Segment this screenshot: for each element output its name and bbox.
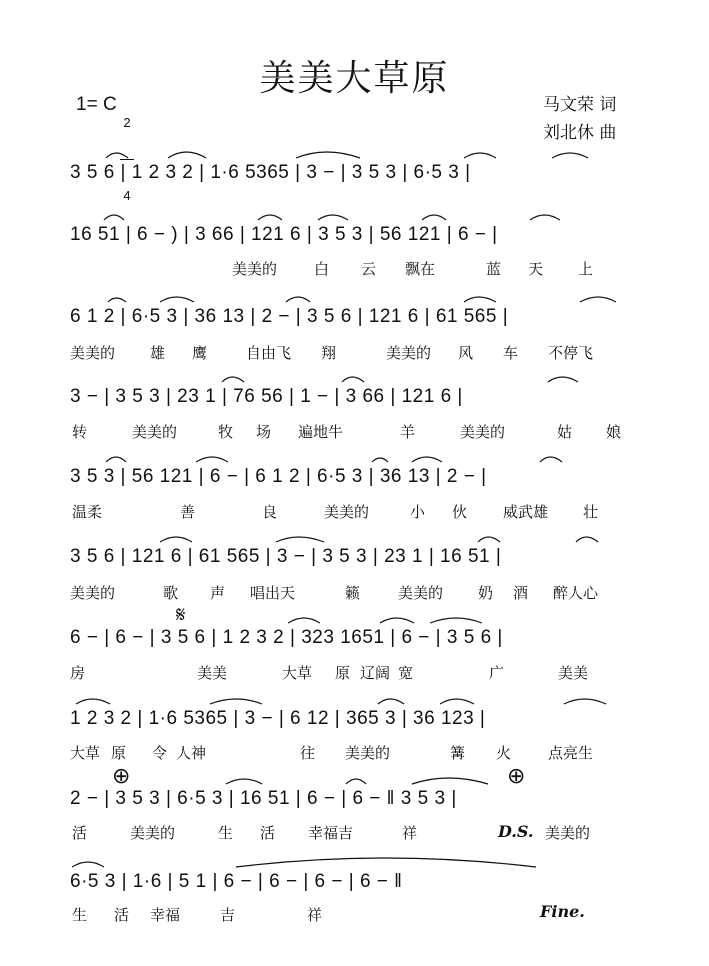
lyric-word: 活 [260,824,276,842]
slur-arc [430,618,482,623]
lyric-word: 车 [503,344,519,362]
lyric-word: 美美的 [460,423,506,441]
slur-arc [160,537,192,542]
lyric-word: 原 [111,744,127,762]
lyric-word: 美美的 [70,344,116,362]
lyric-word: 翔 [321,344,337,362]
slur-arc [196,457,228,462]
lyric-word: 大草 [282,664,313,682]
slur-arc [258,215,282,220]
lyric-word: 飘在 [405,260,436,278]
lyric-word: 鹰 [192,344,208,362]
slur-arc [106,457,126,462]
lyric-word: 令 [152,744,168,762]
time-signature-bottom: 4 [123,188,131,203]
key-signature: 1= C [76,94,117,115]
lyric-word: 美美的 [70,584,116,602]
lyric-word: 善 [180,503,196,521]
lyric-word: 姑 [557,423,573,441]
slur-arc [76,699,110,704]
slur-arc [286,297,310,302]
lyric-word: 白 [314,260,330,278]
lyric-word: 广 [489,664,505,682]
lyric-word: 遍地牛 [298,423,344,441]
lyric-word: 良 [262,503,278,521]
lyric-word: 蓝 [486,260,502,278]
lyric-word: 壮 [583,503,599,521]
slur-arc [72,862,104,867]
slur-arc [222,377,244,382]
lyric-word: 美美的 [345,744,391,762]
lyric-word: 天 [528,260,544,278]
song-title: 美美大草原 [259,58,450,99]
lyric-word: 不停飞 [548,344,594,362]
time-signature-top: 2 [123,115,131,130]
lyric-word: 火 [496,744,512,762]
slur-arc [106,153,128,158]
dal-segno-mark: D.S. [498,822,534,841]
lyric-word: 云 [361,260,377,278]
lyric-word: 美美的 [545,824,591,842]
notation-line: 6·5 3 | 1·6 | 5 1 | 6 − | 6 − | 6 − | 6 − ‖ [70,871,403,892]
lyric-word: 生 [72,906,88,924]
slur-arc [540,457,562,462]
slur-arc [108,298,126,302]
slur-arc [464,297,496,302]
notation-line: 3 5 6 | 121 6 | 61 565 | 3 − | 3 5 3 | 23 1 | 16 51 | [70,546,502,567]
slur-arc [548,377,578,382]
coda-icon: ⊕ [507,764,526,789]
lyric-word: 活 [114,906,130,924]
lyric-word: 美美 [197,664,228,682]
lyric-word: 美美的 [130,824,176,842]
lyric-word: 大草 [70,744,101,762]
lyric-word: 生 [218,824,234,842]
slur-arc [346,779,366,784]
notation-line: 3 5 6 | 1 2 3 2 | 1·6 5365 | 3 − | 3 5 3 | 6·5 3 | [70,162,471,183]
lyric-word: 房 [70,664,86,682]
lyric-word: 娘 [606,423,622,441]
slur-arc [276,537,324,542]
lyric-word: 吉 [220,906,236,924]
lyric-word: 宽 [398,664,414,682]
lyric-word: 祥 [307,906,323,924]
lyric-word: 小 [410,503,426,521]
lyric-word: 美美 [558,664,589,682]
lyric-word: 美美的 [386,344,432,362]
lyric-word: 往 [300,744,316,762]
slur-arc [380,618,414,623]
notation-line: 3 − | 3 5 3 | 23 1 | 76 56 | 1 − | 3 66 | 121 6 | [70,386,463,407]
lyric-word: 威武雄 [503,503,549,521]
slur-arc [478,537,500,542]
slur-arc [440,699,474,704]
lyric-word: 美美的 [324,503,370,521]
lyric-word: 美美的 [232,260,278,278]
slur-arc [104,215,124,220]
slur-arc [210,699,262,704]
lyric-word: 美美的 [398,584,444,602]
lyric-word: 场 [256,423,272,441]
notation-line: 3 5 3 | 56 121 | 6 − | 6 1 2 | 6·5 3 | 36 13 | 2 − | [70,466,487,487]
lyric-word: 自由飞 [246,344,292,362]
lyric-word: 歌 [163,584,179,602]
lyricist-credit: 马文荣 词 [543,95,617,115]
slur-arc [378,699,404,704]
slur-arc [226,779,262,784]
slur-arc [236,858,536,867]
slur-arc [576,537,598,542]
lyric-word: 活 [72,824,88,842]
lyric-word: 转 [72,423,88,441]
slur-arc [412,457,442,462]
lyric-word: 声 [210,584,226,602]
fine-mark: Fine. [540,902,585,921]
lyric-word: 唱出天 [250,584,296,602]
lyric-word: 奶 [478,584,494,602]
lyric-word: 上 [578,260,594,278]
lyric-word: 祥 [402,824,418,842]
coda-icon: ⊕ [112,764,131,789]
lyric-word: 醉人心 [553,584,599,602]
slur-arc [530,215,560,220]
lyric-word: 伙 [452,503,468,521]
slur-arc [412,778,488,784]
lyric-word: 籁 [345,584,361,602]
lyric-word: 幸福 [150,906,181,924]
lyric-word: 雄 [150,344,166,362]
slur-arc [580,297,616,302]
composer-credit: 刘北休 曲 [543,123,617,143]
lyric-word: 牧 [218,423,234,441]
lyric-word: 温柔 [72,503,103,521]
slur-arc [342,377,364,382]
lyric-word: 酒 [513,584,529,602]
notation-line: 1 2 3 2 | 1·6 5365 | 3 − | 6 12 | 365 3 | 36 123 | [70,708,486,729]
lyric-word: 人神 [176,744,207,762]
lyric-word: 点亮生 [548,744,594,762]
notation-line: 16 51 | 6 − ) | 3 66 | 121 6 | 3 5 3 | 56 121 | 6 − | [70,224,498,245]
slur-arc [288,618,320,623]
lyric-word: 辽阔 [360,664,391,682]
slur-arc [168,152,206,158]
lyric-word: 原 [335,664,351,682]
slur-arc [372,458,388,462]
lyric-word: 篝 [450,744,466,762]
segno-icon: 𝄋 [176,603,186,628]
slur-arc [318,215,348,220]
slur-arc [422,215,446,220]
lyric-word: 风 [458,344,474,362]
slur-arc [552,153,588,158]
slur-arc [464,153,496,158]
lyric-word: 美美的 [132,423,178,441]
slur-arc [160,297,194,302]
notation-line: 2 − | 3 5 3 | 6·5 3 | 16 51 | 6 − | 6 − ‖ 3 5 3 | [70,788,457,809]
lyric-word: 幸福吉 [308,824,354,842]
slur-arc [296,152,360,158]
slur-arc [564,699,606,704]
notation-line: 6 − | 6 − | 3 5 6 | 1 2 3 2 | 323 1651 | 6 − | 3 5 6 | [70,627,503,648]
notation-line: 6 1 2 | 6·5 3 | 36 13 | 2 − | 3 5 6 | 121 6 | 61 565 | [70,306,509,327]
lyric-word: 羊 [400,423,416,441]
